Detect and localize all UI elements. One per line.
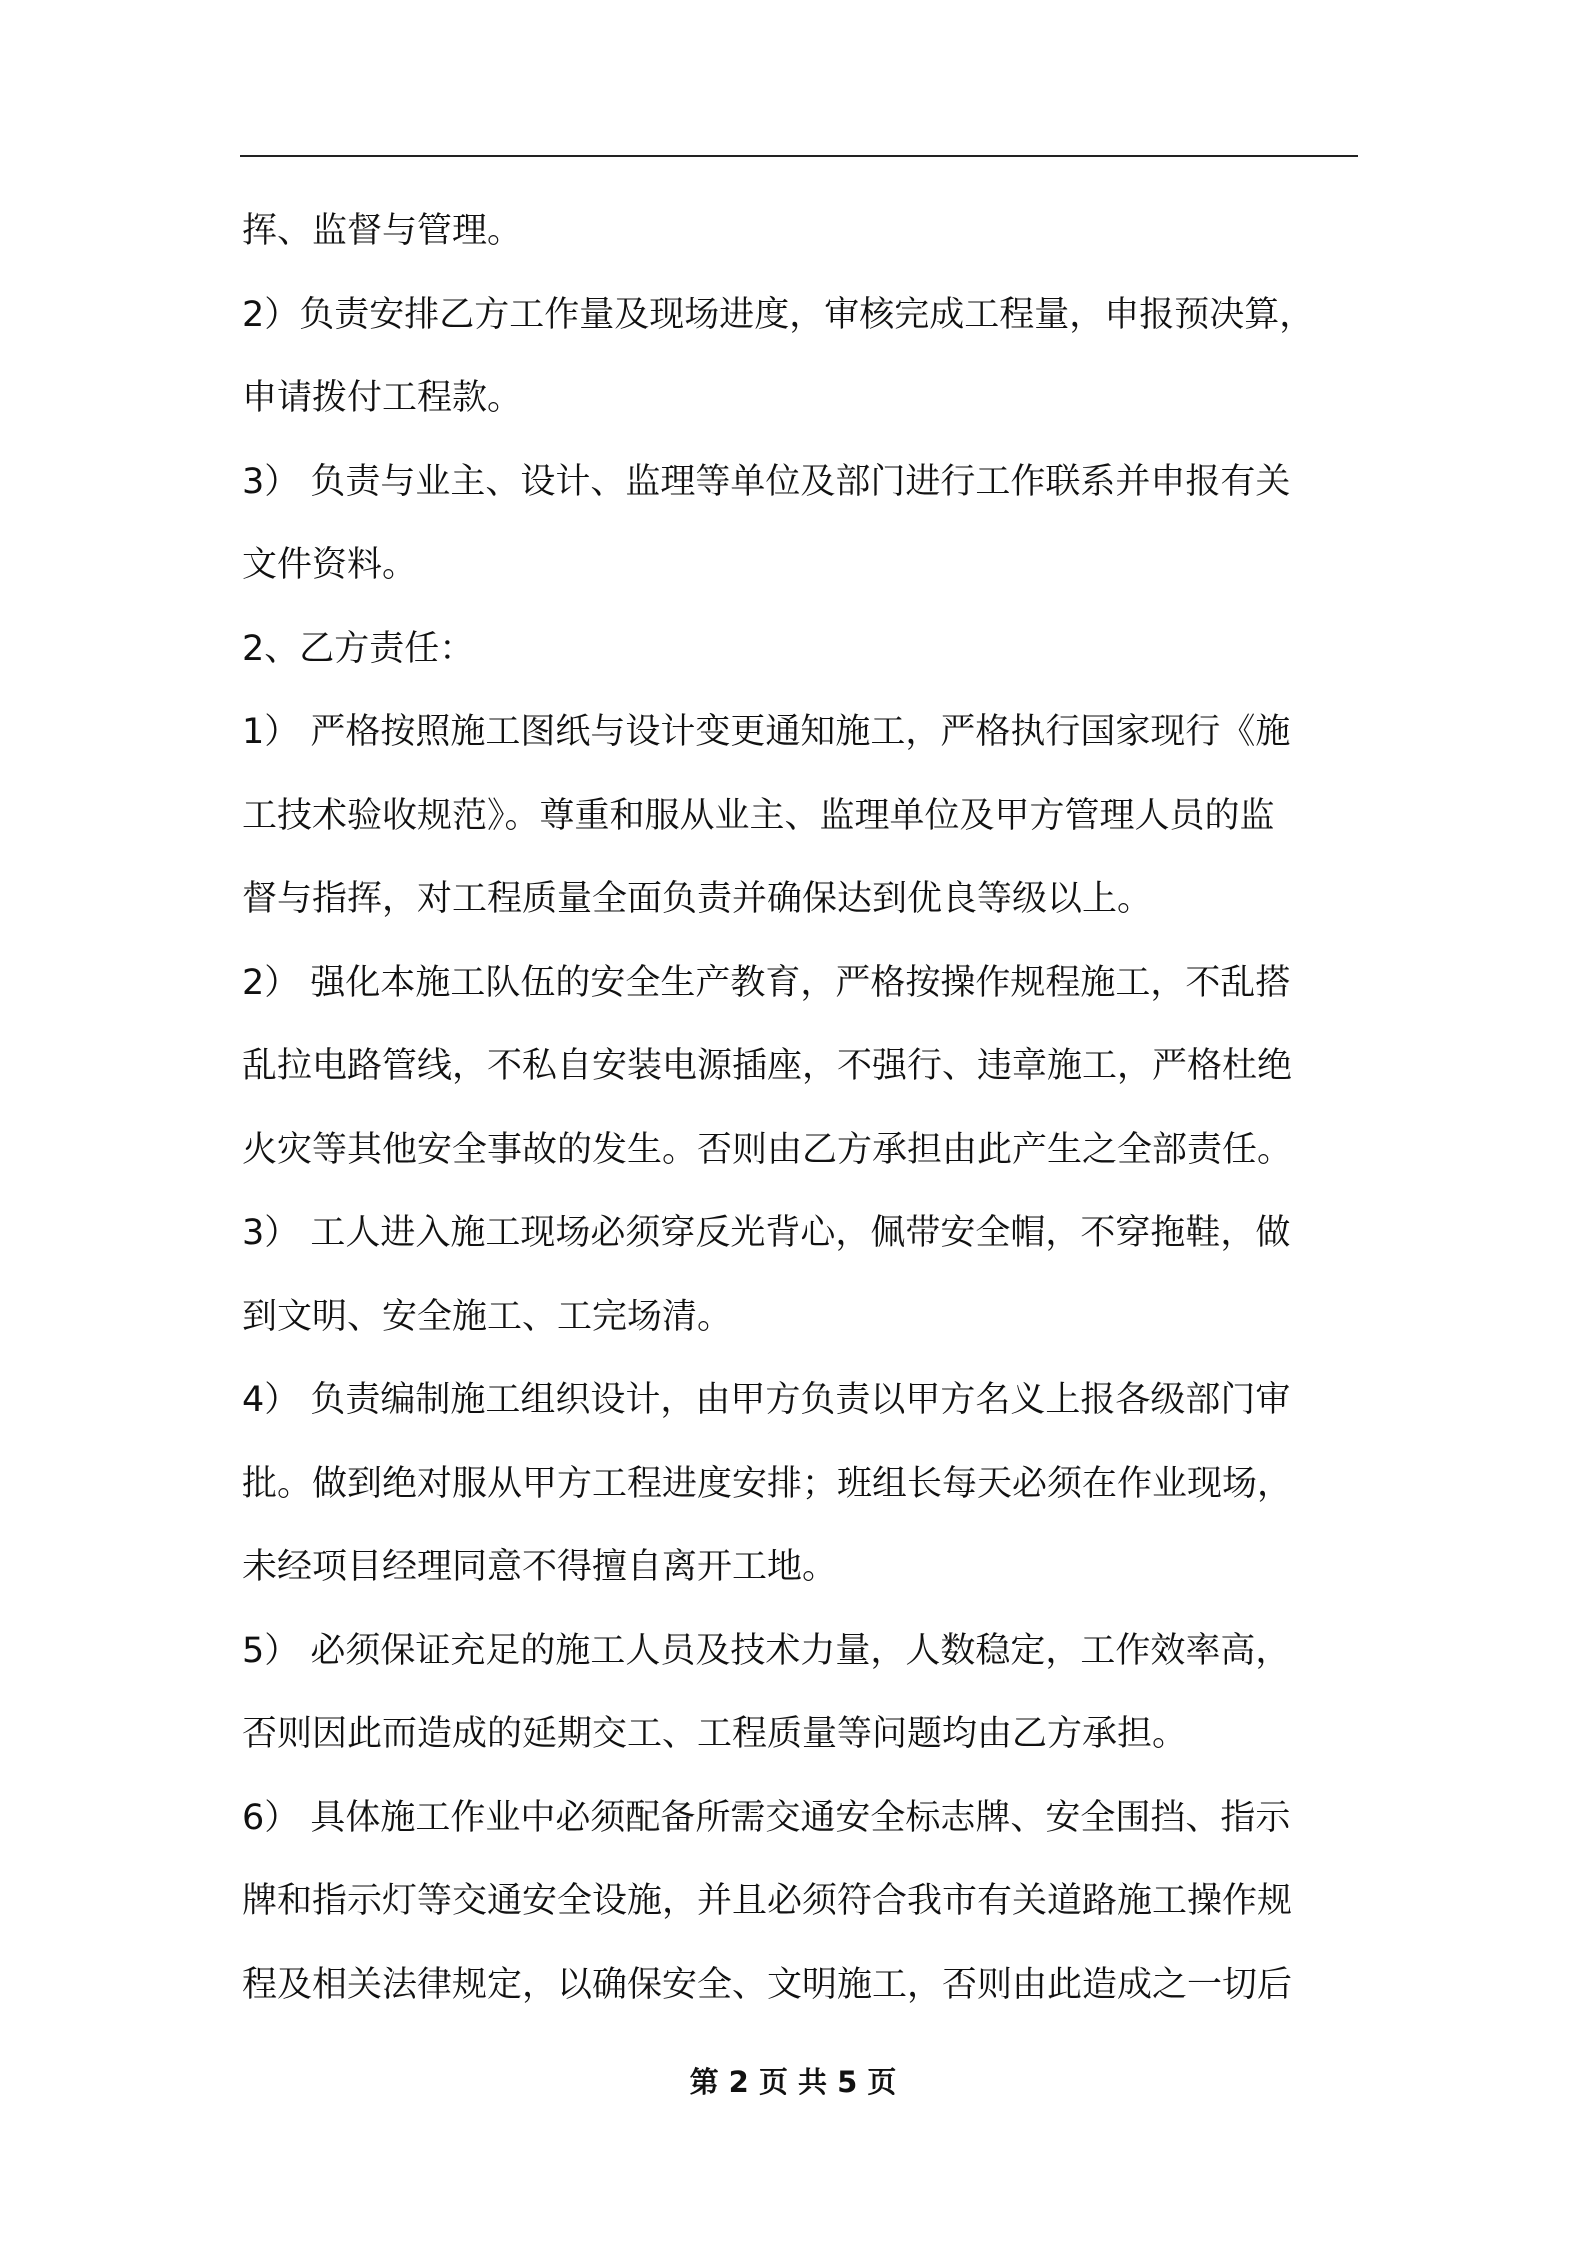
header-rule <box>240 155 1358 157</box>
text-line: 挥、监督与管理。 <box>242 211 523 251</box>
text-line: 火灾等其他安全事故的发生。否则由乙方承担由此产生之全部责任。 <box>242 1129 1293 1170</box>
text-line: 3） 负责与业主、设计、监理等单位及部门进行工作联系并申报有关 <box>242 461 1291 502</box>
text-line: 2） 强化本施工队伍的安全生产教育，严格按操作规程施工，不乱搭 <box>242 962 1291 1003</box>
text-line: 否则因此而造成的延期交工、工程质量等问题均由乙方承担。 <box>242 1714 1188 1754</box>
text-line: 6） 具体施工作业中必须配备所需交通安全标志牌、安全围挡、指示 <box>242 1797 1291 1838</box>
text-line: 未经项目经理同意不得擅自离开工地。 <box>242 1547 838 1587</box>
text-line: 乱拉电路管线，不私自安装电源插座，不强行、违章施工，严格杜绝 <box>242 1046 1293 1086</box>
text-line: 2）负责安排乙方工作量及现场进度，审核完成工程量，申报预决算， <box>242 294 1315 335</box>
body-text <box>242 190 1358 2027</box>
text-line: 5） 必须保证充足的施工人员及技术力量，人数稳定，工作效率高， <box>242 1630 1291 1671</box>
text-line: 督与指挥，对工程质量全面负责并确保达到优良等级以上。 <box>242 879 1153 919</box>
text-line: 程及相关法律规定，以确保安全、文明施工，否则由此造成之一切后 <box>242 1964 1293 2005</box>
text-line: 申请拨付工程款。 <box>242 378 523 418</box>
text-line: 4） 负责编制施工组织设计，由甲方负责以甲方名义上报各级部门审 <box>242 1380 1291 1420</box>
text-line: 工技术验收规范》。尊重和服从业主、监理单位及甲方管理人员的监 <box>242 795 1275 836</box>
text-line: 1） 严格按照施工图纸与设计变更通知施工，严格执行国家现行《施 <box>242 712 1291 752</box>
text-line: 到文明、安全施工、工完场清。 <box>242 1296 733 1337</box>
text-line: 文件资料。 <box>242 545 418 585</box>
text-line: 批。做到绝对服从甲方工程进度安排；班组长每天必须在作业现场， <box>242 1463 1293 1504</box>
page-number-footer: 第 2 页 共 5 页 <box>689 2065 897 2099</box>
text-line: 3） 工人进入施工现场必须穿反光背心，佩带安全帽，不穿拖鞋，做 <box>242 1213 1291 1253</box>
text-line: 牌和指示灯等交通安全设施，并且必须符合我市有关道路施工操作规 <box>242 1881 1293 1921</box>
text-line: 2、乙方责任： <box>242 628 475 669</box>
